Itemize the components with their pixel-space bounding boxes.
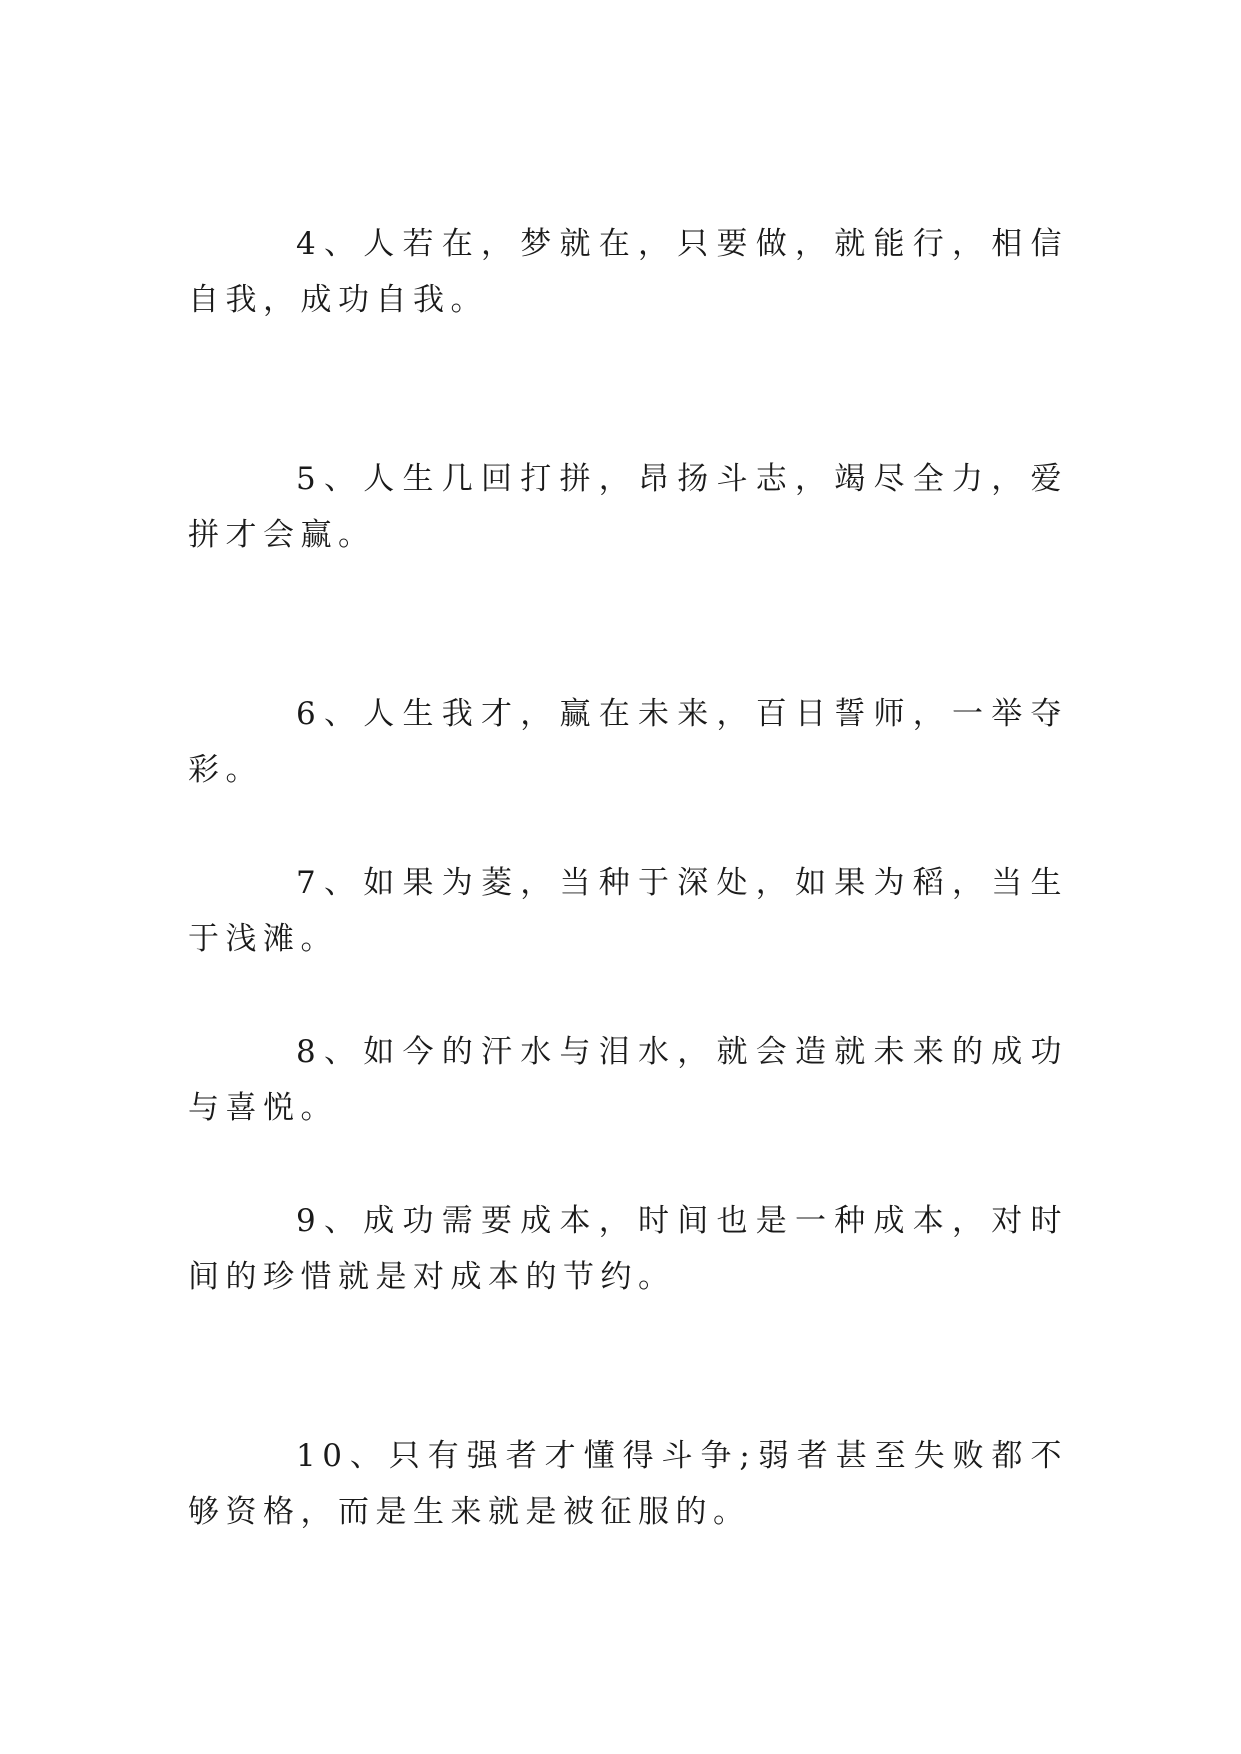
paragraph-8: 8、如今的汗水与泪水，就会造就未来的成功与喜悦。 [188,1034,1068,1126]
paragraph-10: 10、只有强者才懂得斗争;弱者甚至失败都不够资格，而是生来就是被征服的。 [188,1438,1068,1530]
paragraph-9: 9、成功需要成本，时间也是一种成本，对时间的珍惜就是对成本的节约。 [188,1203,1068,1295]
paragraph-5: 5、人生几回打拼，昂扬斗志，竭尽全力，爱拼才会赢。 [188,461,1068,553]
paragraph-4: 4、人若在，梦就在，只要做，就能行，相信自我，成功自我。 [188,226,1068,318]
paragraph-7: 7、如果为菱，当种于深处，如果为稻，当生于浅滩。 [188,865,1068,957]
paragraph-6: 6、人生我才，赢在未来，百日誓师，一举夺彩。 [188,696,1068,788]
